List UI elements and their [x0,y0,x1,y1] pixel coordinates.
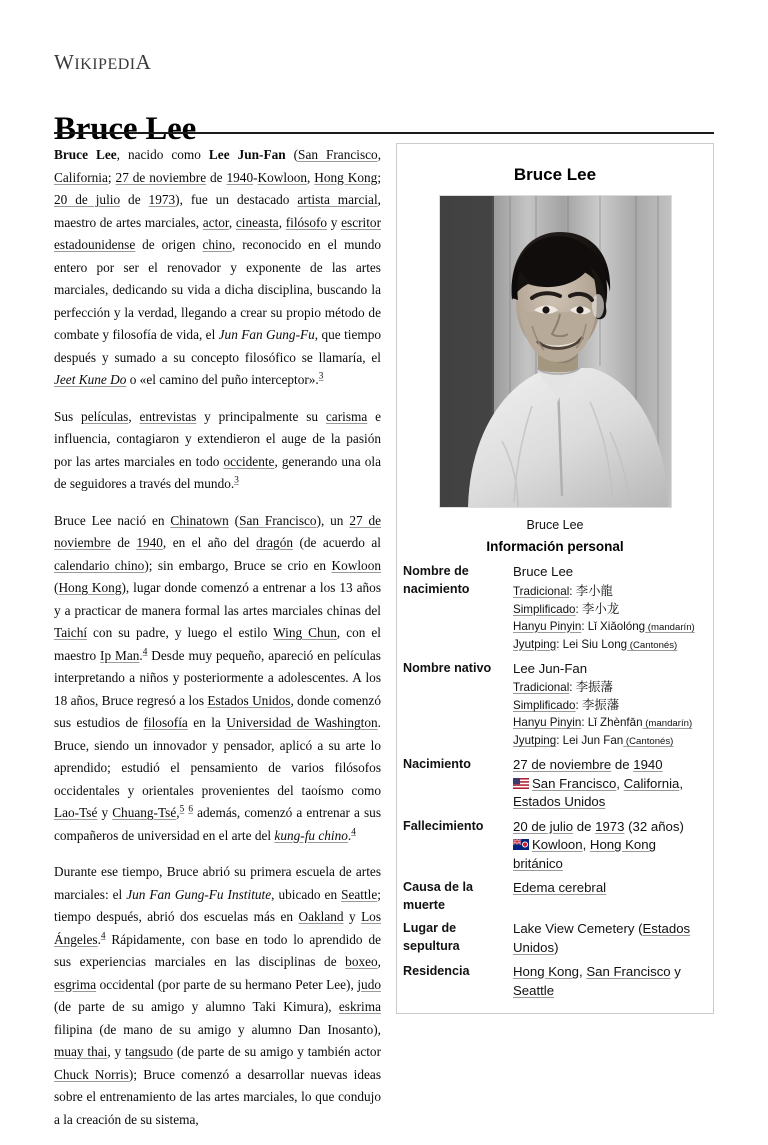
infobox-value-line [513,920,708,957]
wiki-link[interactable]: San Francisco [586,964,671,979]
wiki-link[interactable]: muay thai [54,1044,108,1059]
subline-value: Lǐ Xiǎolóng [587,619,646,633]
value-text: de [573,818,596,834]
infobox-row-label: Causa de la muerte [403,880,473,912]
subline-value: 李小龙 [581,600,620,616]
wordmark-letter: W [54,50,75,74]
paragraph-schools [54,861,381,1131]
text-run: ( [54,580,59,595]
text-run: ); sin embargo, Bruce se crio en [144,557,332,573]
text-run: , que tiempo después y sumado a su concepto filosófico se llamaría, el [54,327,382,365]
wiki-link[interactable]: kung-fu chino [274,827,348,843]
subline-key[interactable]: Jyutping [513,637,557,651]
wiki-link[interactable]: Chuck Norris [54,1066,129,1082]
value-text: (32 años) [624,818,684,834]
wiki-link[interactable]: Universidad de Washington [226,715,378,730]
wiki-link[interactable]: dragón [256,535,293,550]
infobox-subline [513,600,708,618]
wiki-link[interactable]: Estados Unidos [513,921,691,955]
subline-separator: : [556,734,563,747]
text-run: y principalmente su [196,408,326,424]
wiki-link[interactable]: 20 de julio [513,818,574,834]
infobox-value-line [513,756,708,775]
subline-separator: : [556,637,563,651]
article-body [54,144,381,1145]
infobox-value-line [513,836,708,873]
subline-separator: : [569,681,576,694]
text-run: ), un [316,512,350,528]
wiki-link[interactable]: Chuang-Tsé [112,805,177,820]
infobox-row [397,960,713,1003]
wiki-link[interactable]: 1973 [595,818,625,834]
wiki-link[interactable]: Kowloon [532,837,583,852]
infobox-subline [513,678,708,696]
infobox-image-caption: Bruce Lee [526,518,584,532]
wiki-link[interactable]: Oakland [298,909,344,924]
infobox-value-line [513,818,708,837]
infobox-row [397,917,713,960]
infobox-row [397,657,713,754]
text-run: ), lugar donde comenzó a entrenar a los 13 años y a practicar de manera formal las artes marciales chinas del [54,580,381,618]
wiki-link[interactable]: filosofía [143,715,188,730]
infobox-row-value [507,815,713,877]
page-title: Bruce Lee [54,111,197,148]
text-run: (de parte de su amigo y alumno Taki Kimura), [54,999,339,1014]
wiki-link[interactable]: San Francisco [239,512,317,528]
text-run: ; tiempo después, abrió dos escuelas más en [54,886,381,924]
text-run: , [128,408,140,424]
wiki-link[interactable]: Hong Kong [314,169,378,185]
wiki-link[interactable]: entrevistas [139,408,197,424]
wiki-link[interactable]: Ip Man [100,647,140,663]
text-run: , y [107,1044,125,1059]
wiki-link[interactable]: Taichí [54,625,88,640]
reference-marker[interactable]: 3 [318,371,324,382]
infobox-image-container [397,195,713,512]
paragraph-lead [54,144,381,392]
value-text: , [579,964,587,979]
wiki-link[interactable]: carisma [325,408,368,424]
text-run: , reconocido en el mundo entero por ser el renovador y exponente de las artes marciales, dedicando su vida a dicha disciplina, buscando la perfección y la verdad, llegando a crear su propio método de combate y filosofía de vida, el [54,237,381,342]
text-run: . [139,647,143,663]
wiki-link[interactable]: 27 de noviembre [513,757,612,772]
wordmark-letter: A [135,50,152,74]
text-run: , maestro de artes marciales, [54,192,381,230]
infobox-row-label: Lugar de sepultura [403,921,460,953]
wiki-link[interactable]: Chinatown [170,512,229,528]
infobox-row-value [507,917,713,960]
subline-key[interactable]: Tradicional [513,681,570,694]
wordmark-letter: I [129,56,136,73]
wiki-link[interactable]: 20 de julio [54,192,121,207]
wordmark-letter: E [107,56,118,73]
subline-separator: : [569,584,576,598]
text-run: de [110,535,137,550]
wiki-link[interactable]: 1940 [226,169,254,185]
wordmark-text [54,50,151,74]
wiki-link[interactable]: San Francisco [532,775,617,791]
wiki-link[interactable]: Wing Chun [273,625,337,640]
value-text: Lake View Cemetery ( [513,921,643,936]
text-run: , con el maestro [54,625,381,663]
text-run: - [253,169,258,185]
text-run: ( [228,512,240,528]
wiki-link[interactable]: Seattle [341,886,378,902]
text-run: y [343,909,362,924]
text-run: , [176,805,180,820]
value-text: , [616,775,624,791]
text-run: con su padre, y luego el estilo [87,625,274,640]
reference-marker[interactable]: 4 [142,647,148,658]
text-run: Lee Jun-Fan [208,147,286,162]
wordmark-letter: I [74,56,81,73]
wiki-link[interactable]: judo [357,976,381,992]
wiki-link[interactable]: eskrima [338,999,381,1014]
infobox-primary-value: Bruce Lee [513,564,574,579]
text-run: , en el año del [162,535,257,550]
subline-language-note[interactable]: (mandarín) [642,718,693,729]
wordmark-letter: I [92,56,99,73]
text-run: . [97,931,101,947]
reference-marker[interactable]: 3 [234,475,239,486]
infobox-subline [513,636,708,654]
wiki-link[interactable]: California [54,169,108,185]
text-run: , [307,169,315,185]
wiki-link[interactable]: Jeet Kune Do [54,372,127,387]
text-run: Bruce Lee [54,147,117,162]
text-run: filipina (de mano de su amigo y alumno Dan Inosanto), [54,1021,381,1037]
infobox-row [397,815,713,877]
infobox-row-label: Nombre de nacimiento [403,564,470,596]
subline-value: 李振藩 [575,679,613,694]
infobox-section-header: Información personal [486,539,624,554]
reference-marker[interactable]: 6 [188,804,193,815]
text-run: de [120,192,149,207]
wiki-link[interactable]: Estados Unidos [513,794,606,809]
wiki-link[interactable]: boxeo [345,954,378,969]
infobox-row-value [507,876,713,917]
wiki-link[interactable]: Estados Unidos [207,692,291,708]
subline-language-note[interactable]: (Cantonés) [623,736,674,747]
infobox-title: Bruce Lee [513,165,597,184]
text-run: ; [377,169,382,185]
value-text: ) [554,939,559,955]
infobox-row-label: Nacimiento [403,757,471,771]
wordmark-letter: D [117,56,130,73]
text-run: , ubicado en [271,886,342,902]
text-run: Jun Fan Gung-Fu Institute [126,886,272,902]
text-run: Bruce Lee nació en [54,512,171,528]
wiki-link[interactable]: tangsudo [125,1044,174,1059]
infobox-subline [513,618,708,636]
infobox-row-label: Residencia [403,964,470,978]
text-run: e influencia, contagiaron y extendieron el auge de la pasión por las artes marciales en todo [54,408,381,469]
wordmark-letter: K [80,56,93,73]
infobox-table [397,560,713,1003]
infobox-persona [396,143,714,1014]
wiki-link[interactable]: Kowloon [257,169,308,185]
text-run: (de acuerdo al [293,535,381,550]
bruce-lee-portrait-photo[interactable] [439,195,672,508]
wikipedia-wordmark [54,50,151,75]
subline-language-note[interactable]: (mandarín) [645,621,695,633]
text-run: ; [107,169,116,185]
subline-value: 李小龍 [575,582,613,598]
value-text: y [670,964,681,979]
infobox-row-value [507,753,713,815]
wiki-link[interactable]: San Francisco [298,147,378,162]
wiki-link[interactable]: actor [202,214,229,230]
wiki-link[interactable]: esgrima [54,976,97,992]
text-run: de [206,169,227,185]
infobox-row-label: Nombre nativo [403,660,492,675]
text-run: , [278,214,286,230]
wiki-link[interactable]: 27 de noviembre [54,512,382,550]
flag-icon-united-states [513,776,529,787]
value-text: de [611,757,634,772]
wiki-link[interactable]: chino [202,237,232,252]
subline-value: Lǐ Zhènfān [587,716,643,729]
subline-key[interactable]: Simplificado [513,699,576,712]
text-run: ); Bruce comenzó a desarrollar nuevas ideas sobre el entrenamiento de las artes marciales, lo que condujo a la creación de su sistema, [54,1066,381,1127]
text-run: y [327,214,342,230]
text-run: , [377,147,382,162]
subline-separator: : [581,619,588,633]
wiki-link[interactable]: Los Ángeles [54,909,382,947]
infobox-row-value [507,657,713,754]
subline-value: Lei Siu Long [562,637,628,651]
subline-separator: : [575,602,582,616]
text-run: , generando una ola de seguidores a través del mundo. [54,453,381,491]
text-run: Sus [54,408,82,424]
text-run: , nacido como [116,147,209,162]
paragraph-early-life [54,510,381,848]
wiki-link[interactable]: Lao-Tsé [54,805,98,820]
text-run: en la [187,715,227,730]
wiki-link[interactable]: artista marcial [297,192,378,207]
wiki-link[interactable]: occidente [223,453,275,469]
infobox-subline [513,696,708,714]
text-run: ( [285,147,299,162]
wiki-link[interactable]: 1973 [148,192,176,207]
wiki-link[interactable]: películas [81,408,129,424]
value-text: , [582,837,590,852]
value-text: , [679,775,684,791]
wiki-link[interactable]: Hong Kong [58,580,122,595]
infobox-row-value [507,960,713,1003]
text-run: , [228,214,236,230]
wiki-link[interactable]: estadounidense [54,237,136,252]
wordmark-letter: P [98,56,108,73]
infobox-subline [513,714,708,732]
infobox-value-line [513,963,708,1000]
subline-key[interactable]: Tradicional [513,584,570,598]
subline-key[interactable]: Hanyu Pinyin [513,619,582,633]
wiki-link[interactable]: Seattle [513,982,555,998]
wiki-link[interactable]: Edema cerebral [513,880,607,895]
infobox-row [397,876,713,917]
wiki-link[interactable]: filósofo [285,214,328,230]
infobox-subline [513,732,708,750]
text-run: Desde muy pequeño, apareció en películas interpretando a niños y posteriormente a adolescentes. A los 18 años, Bruce regresó a los [54,647,381,708]
wiki-link[interactable]: 27 de noviembre [115,169,207,185]
subline-separator: : [575,699,582,712]
subline-key[interactable]: Simplificado [513,602,576,616]
infobox-primary-value: Lee Jun-Fan [513,660,588,676]
wiki-link[interactable]: calendario chino [54,557,145,573]
text-run: y [97,805,113,820]
text-run: Jun Fan Gung-Fu [218,327,315,342]
text-run: Durante ese tiempo, Bruce abrió su primera escuela de artes marciales: el [54,864,381,902]
text-run: occidental (por parte de su hermano Peter Lee), [96,976,358,992]
reference-marker[interactable]: 4 [351,827,356,838]
text-run: o «el camino del puño interceptor». [126,372,319,387]
wiki-link[interactable]: cineasta [235,214,279,230]
subline-key[interactable]: Jyutping [513,734,557,747]
infobox-row-label: Fallecimiento [403,818,484,833]
text-run: . Bruce, siendo un innovador y pensador, aplicó a su arte lo aprendido; estudió el pensamiento de varios filósofos occidentales y orientales provenientes del taoísmo como [54,715,381,798]
text-run: (de parte de su amigo y también actor [173,1044,381,1059]
infobox-value-line [513,775,708,812]
infobox-row [397,753,713,815]
subline-language-note[interactable]: (Cantonés) [627,639,678,651]
subline-separator: : [581,716,588,729]
flag-icon-british-hong-kong [513,837,529,848]
infobox-row-value [507,560,713,657]
title-divider [54,132,714,134]
paragraph-influence [54,406,381,496]
text-run: además, comenzó a entrenar a sus compañeros de universidad en el arte del [54,805,382,843]
subline-value: 李振藩 [581,697,620,712]
reference-marker[interactable]: 4 [100,931,106,942]
subline-value: Lei Jun Fan [562,734,624,747]
text-run: Rápidamente, con base en todo lo aprendido de sus experiencias marciales en las disciplinas de [54,931,381,969]
wiki-link[interactable]: Kowloon [331,557,381,573]
reference-marker[interactable]: 5 [179,804,185,815]
text-run: . [347,827,352,843]
infobox-value-line [513,879,708,898]
text-run: , [377,954,381,969]
wiki-link[interactable]: Hong Kong británico [513,837,656,871]
wiki-link[interactable]: 1940 [136,535,163,550]
wiki-link[interactable]: escritor [341,214,382,230]
infobox-row [397,560,713,657]
text-run: ), fue un destacado [175,192,298,207]
wiki-link[interactable]: 1940 [633,757,663,772]
subline-key[interactable]: Hanyu Pinyin [513,716,582,729]
text-run: , donde comenzó sus estudios de [54,692,381,730]
wiki-link[interactable]: California [623,775,680,791]
wiki-link[interactable]: Hong Kong [513,964,579,979]
infobox-subline [513,582,708,600]
text-run: de origen [135,237,203,252]
